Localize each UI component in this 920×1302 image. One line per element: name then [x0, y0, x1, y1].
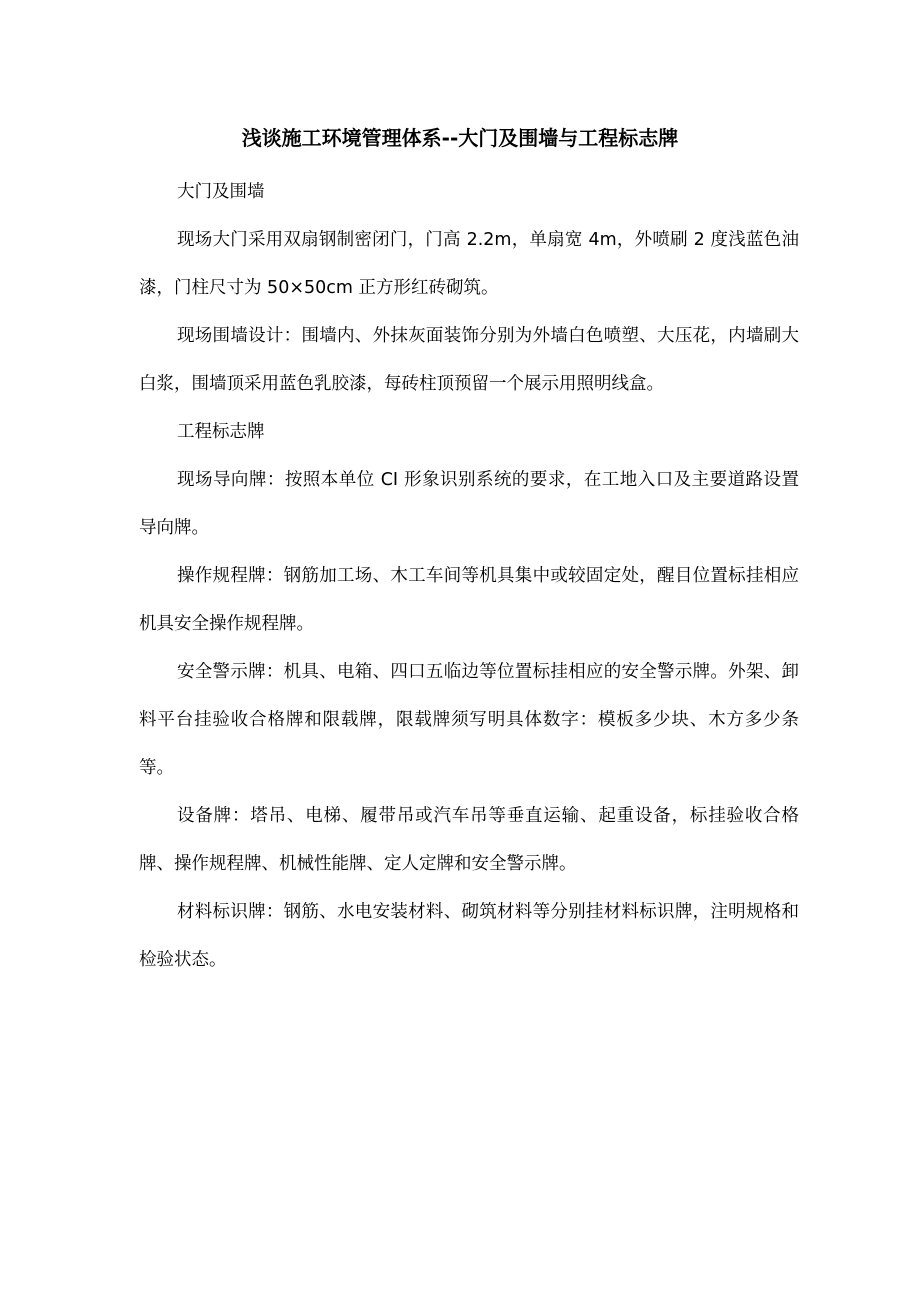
paragraph-equipment-sign: 设备牌：塔吊、电梯、履带吊或汽车吊等垂直运输、起重设备，标挂验收合格牌、操作规程牌、机械性能牌、定人定牌和安全警示牌。: [139, 806, 799, 874]
document-body: [139, 168, 799, 984]
paragraph-wall-design: 现场围墙设计：围墙内、外抹灰面装饰分别为外墙白色喷塑、大压花，内墙刷大白浆，围墙顶采用蓝色乳胶漆，每砖柱顶预留一个展示用照明线盒。: [139, 326, 799, 394]
paragraph-guide-sign: 现场导向牌：按照本单位 CI 形象识别系统的要求，在工地入口及主要道路设置导向牌。: [139, 470, 799, 538]
paragraph-operation-rules-sign: 操作规程牌：钢筋加工场、木工车间等机具集中或较固定处，醒目位置标挂相应机具安全操作规程牌。: [139, 566, 799, 634]
paragraph-safety-warning-sign: 安全警示牌：机具、电箱、四口五临边等位置标挂相应的安全警示牌。外架、卸料平台挂验收合格牌和限载牌，限载牌须写明具体数字：模板多少块、木方多少条等。: [139, 662, 799, 778]
document-title: 浅谈施工环境管理体系--大门及围墙与工程标志牌: [241, 126, 679, 150]
heading-signboards: 工程标志牌: [177, 422, 265, 442]
heading-gate-and-wall: 大门及围墙: [177, 182, 265, 202]
paragraph-gate: 现场大门采用双扇钢制密闭门，门高 2.2m，单扇宽 4m，外喷刷 2 度浅蓝色油漆，门柱尺寸为 50×50cm 正方形红砖砌筑。: [139, 230, 799, 298]
paragraph-material-sign: 材料标识牌：钢筋、水电安装材料、砌筑材料等分别挂材料标识牌，注明规格和检验状态。: [139, 902, 799, 970]
